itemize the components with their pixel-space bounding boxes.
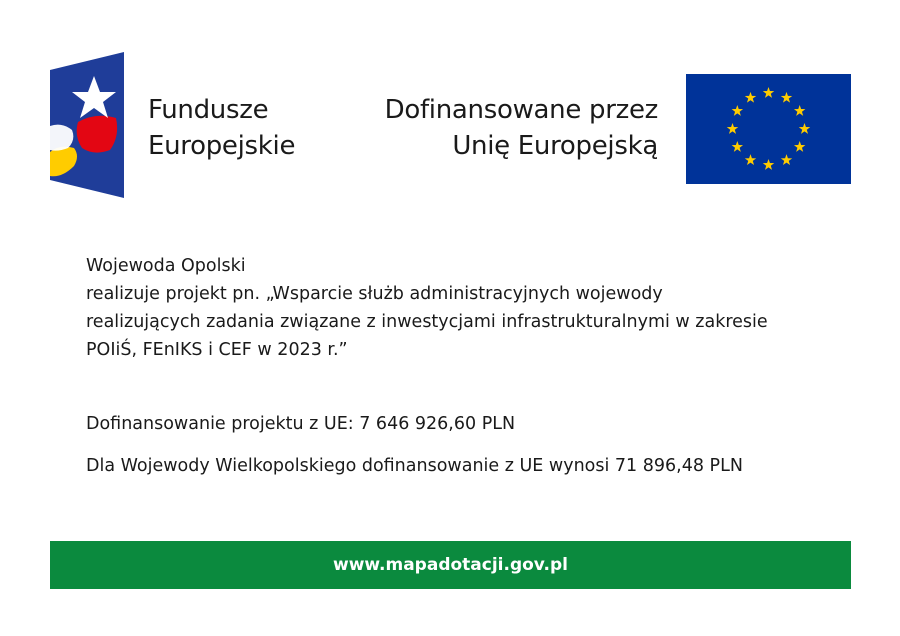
fe-line-2: Europejskie — [148, 131, 296, 161]
project-title-line-3: POIiŚ, FEnIKS i CEF w 2023 r.” — [86, 340, 348, 360]
eu-cofunded-wordmark — [385, 92, 658, 164]
project-title-line-2: realizujących zadania związane z inwestycjami infrastrukturalnymi w zakresie — [86, 312, 768, 332]
eu-line-1: Dofinansowane przez — [384, 95, 658, 125]
eu-line-2: Unię Europejską — [452, 131, 658, 161]
footer-bar — [50, 541, 851, 589]
project-title-line-1: realizuje projekt pn. „Wsparcie służb administracyjnych wojewody — [86, 284, 663, 304]
fundusze-europejskie-logo-icon — [50, 52, 124, 198]
funding-amount: Dofinansowanie projektu z UE: 7 646 926,60 PLN — [86, 414, 516, 434]
project-description — [86, 252, 866, 364]
eu-flag-icon — [686, 74, 851, 184]
funding-partner-amount: Dla Wojewody Wielkopolskiego dofinansowanie z UE wynosi 71 896,48 PLN — [86, 456, 743, 476]
fe-line-1: Fundusze — [148, 95, 269, 125]
footer-url-link[interactable]: www.mapadotacji.gov.pl — [333, 555, 568, 575]
beneficiary-line: Wojewoda Opolski — [86, 256, 246, 276]
fundusze-europejskie-wordmark — [148, 92, 295, 164]
